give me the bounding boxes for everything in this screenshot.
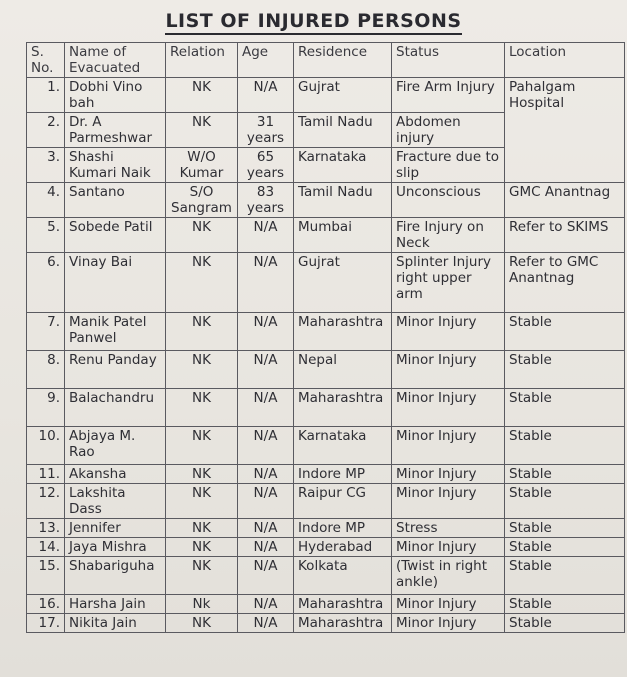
cell-age: 83 years <box>238 183 294 218</box>
cell-age: 65 years <box>238 148 294 183</box>
cell-status: Abdomen injury <box>392 113 505 148</box>
cell-status: Minor Injury <box>392 351 505 389</box>
cell-sno: 17. <box>27 614 65 633</box>
cell-age: N/A <box>238 218 294 253</box>
cell-residence: Kolkata <box>294 557 392 595</box>
table-row <box>27 427 625 465</box>
cell-age: N/A <box>238 253 294 313</box>
cell-status: Fracture due to slip <box>392 148 505 183</box>
table-row <box>27 253 625 313</box>
cell-residence: Indore MP <box>294 519 392 538</box>
table-row <box>27 389 625 427</box>
cell-sno: 4. <box>27 183 65 218</box>
cell-age: 31 years <box>238 113 294 148</box>
cell-name: Sobede Patil <box>65 218 166 253</box>
cell-location: Stable <box>505 465 625 484</box>
cell-status: Minor Injury <box>392 465 505 484</box>
cell-status: Minor Injury <box>392 389 505 427</box>
cell-residence: Hyderabad <box>294 538 392 557</box>
cell-name: Manik Patel Panwel <box>65 313 166 351</box>
cell-sno: 1. <box>27 78 65 113</box>
cell-residence: Maharashtra <box>294 595 392 614</box>
cell-name: Vinay Bai <box>65 253 166 313</box>
cell-status: Minor Injury <box>392 484 505 519</box>
table-row <box>27 484 625 519</box>
cell-relation: W/O Kumar <box>166 148 238 183</box>
cell-location: GMC Anantnag <box>505 183 625 218</box>
cell-name: Jennifer <box>65 519 166 538</box>
cell-age: N/A <box>238 313 294 351</box>
cell-relation: Nk <box>166 595 238 614</box>
cell-age: N/A <box>238 351 294 389</box>
cell-name: Renu Panday <box>65 351 166 389</box>
cell-location: Stable <box>505 538 625 557</box>
cell-status: Minor Injury <box>392 427 505 465</box>
cell-residence: Tamil Nadu <box>294 113 392 148</box>
cell-name: Nikita Jain <box>65 614 166 633</box>
cell-sno: 5. <box>27 218 65 253</box>
cell-name: Shabariguha <box>65 557 166 595</box>
cell-status: Minor Injury <box>392 538 505 557</box>
cell-relation: NK <box>166 427 238 465</box>
cell-residence: Raipur CG <box>294 484 392 519</box>
cell-name: Shashi Kumari Naik <box>65 148 166 183</box>
cell-residence: Gujrat <box>294 78 392 113</box>
cell-relation: NK <box>166 484 238 519</box>
cell-age: N/A <box>238 389 294 427</box>
cell-relation: NK <box>166 313 238 351</box>
table-row <box>27 557 625 595</box>
cell-status: Stress <box>392 519 505 538</box>
cell-sno: 2. <box>27 113 65 148</box>
cell-sno: 3. <box>27 148 65 183</box>
cell-status: Fire Arm Injury <box>392 78 505 113</box>
cell-relation: NK <box>166 557 238 595</box>
cell-location: Stable <box>505 313 625 351</box>
cell-sno: 6. <box>27 253 65 313</box>
cell-age: N/A <box>238 614 294 633</box>
cell-residence: Indore MP <box>294 465 392 484</box>
header-row <box>27 43 625 78</box>
table-row <box>27 614 625 633</box>
cell-age: N/A <box>238 595 294 614</box>
cell-residence: Tamil Nadu <box>294 183 392 218</box>
cell-status: Minor Injury <box>392 313 505 351</box>
cell-relation: NK <box>166 519 238 538</box>
cell-location: Refer to GMC Anantnag <box>505 253 625 313</box>
header-residence: Residence <box>294 43 392 78</box>
header-age: Age <box>238 43 294 78</box>
cell-name: Dr. A Parmeshwar <box>65 113 166 148</box>
table-row <box>27 78 625 113</box>
cell-relation: NK <box>166 218 238 253</box>
cell-sno: 8. <box>27 351 65 389</box>
cell-sno: 11. <box>27 465 65 484</box>
cell-residence: Gujrat <box>294 253 392 313</box>
cell-residence: Karnataka <box>294 148 392 183</box>
cell-status: Minor Injury <box>392 595 505 614</box>
cell-name: Santano <box>65 183 166 218</box>
cell-status: Minor Injury <box>392 614 505 633</box>
cell-location: Stable <box>505 557 625 595</box>
cell-age: N/A <box>238 78 294 113</box>
header-status: Status <box>392 43 505 78</box>
cell-relation: NK <box>166 465 238 484</box>
document-title: LIST OF INJURED PERSONS <box>0 10 627 32</box>
cell-sno: 15. <box>27 557 65 595</box>
cell-sno: 12. <box>27 484 65 519</box>
cell-relation: NK <box>166 351 238 389</box>
cell-residence: Nepal <box>294 351 392 389</box>
cell-sno: 7. <box>27 313 65 351</box>
cell-sno: 16. <box>27 595 65 614</box>
cell-age: N/A <box>238 519 294 538</box>
cell-name: Abjaya M. Rao <box>65 427 166 465</box>
cell-location-merged: Pahalgam Hospital <box>505 78 625 183</box>
header-relation: Relation <box>166 43 238 78</box>
cell-name: Jaya Mishra <box>65 538 166 557</box>
cell-status: Unconscious <box>392 183 505 218</box>
cell-sno: 9. <box>27 389 65 427</box>
table-row <box>27 465 625 484</box>
cell-location: Refer to SKIMS <box>505 218 625 253</box>
cell-location: Stable <box>505 614 625 633</box>
cell-location: Stable <box>505 519 625 538</box>
header-name: Name of Evacuated <box>65 43 166 78</box>
table-row <box>27 313 625 351</box>
cell-age: N/A <box>238 484 294 519</box>
cell-location: Stable <box>505 484 625 519</box>
cell-relation: S/O Sangram <box>166 183 238 218</box>
cell-sno: 14. <box>27 538 65 557</box>
cell-residence: Maharashtra <box>294 313 392 351</box>
cell-age: N/A <box>238 557 294 595</box>
cell-name: Lakshita Dass <box>65 484 166 519</box>
cell-name: Akansha <box>65 465 166 484</box>
header-sno: S. No. <box>27 43 65 78</box>
cell-relation: NK <box>166 389 238 427</box>
cell-residence: Karnataka <box>294 427 392 465</box>
cell-sno: 13. <box>27 519 65 538</box>
cell-age: N/A <box>238 427 294 465</box>
cell-relation: NK <box>166 78 238 113</box>
cell-age: N/A <box>238 538 294 557</box>
cell-location: Stable <box>505 427 625 465</box>
table-row <box>27 183 625 218</box>
table-row <box>27 351 625 389</box>
cell-age: N/A <box>238 465 294 484</box>
cell-relation: NK <box>166 253 238 313</box>
table-row <box>27 538 625 557</box>
table-row <box>27 595 625 614</box>
cell-location: Stable <box>505 389 625 427</box>
injured-persons-table <box>26 42 625 633</box>
cell-location: Stable <box>505 351 625 389</box>
cell-name: Harsha Jain <box>65 595 166 614</box>
cell-status: Splinter Injury right upper arm <box>392 253 505 313</box>
cell-name: Balachandru <box>65 389 166 427</box>
table-row <box>27 218 625 253</box>
cell-sno: 10. <box>27 427 65 465</box>
cell-location: Stable <box>505 595 625 614</box>
cell-status: (Twist in right ankle) <box>392 557 505 595</box>
cell-status: Fire Injury on Neck <box>392 218 505 253</box>
cell-residence: Maharashtra <box>294 389 392 427</box>
header-location: Location <box>505 43 625 78</box>
cell-residence: Mumbai <box>294 218 392 253</box>
cell-name: Dobhi Vino bah <box>65 78 166 113</box>
cell-relation: NK <box>166 113 238 148</box>
cell-relation: NK <box>166 538 238 557</box>
cell-relation: NK <box>166 614 238 633</box>
cell-residence: Maharashtra <box>294 614 392 633</box>
table-row <box>27 519 625 538</box>
